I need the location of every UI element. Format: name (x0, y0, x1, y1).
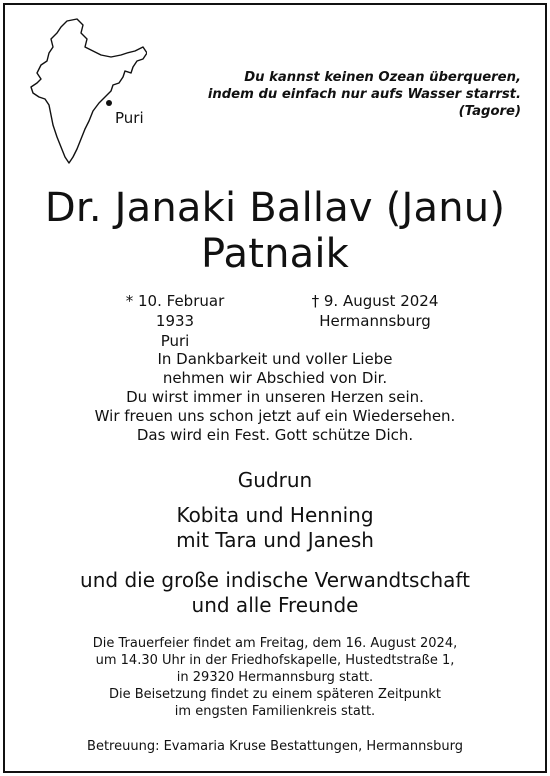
name-line-1: Dr. Janaki Ballav (Janu) (44, 185, 506, 231)
death-info (305, 291, 445, 331)
poem-line: Du wirst immer in unseren Herzen sein. (126, 388, 424, 406)
details-line: im engsten Familienkreis statt. (174, 704, 376, 719)
details-line: Die Beisetzung findet zu einem späteren Zeitpunkt (108, 687, 442, 702)
poem-line: Das wird ein Fest. Gott schütze Dich. (136, 426, 414, 444)
details-line: Die Trauerfeier findet am Freitag, dem 16. August 2024, (92, 636, 458, 651)
undertaker-credit: Betreuung: Evamaria Kruse Bestattungen, Hermannsburg (87, 739, 463, 754)
india-map-icon (27, 17, 147, 165)
mourner-line: Kobita und Henning (176, 503, 374, 527)
poem-line: Wir freuen uns schon jetzt auf ein Wiedersehen. (94, 407, 456, 425)
funeral-details (5, 635, 545, 720)
farewell-text (5, 350, 545, 445)
mourner-gudrun: Gudrun (237, 468, 313, 492)
poem-line: In Dankbarkeit und voller Liebe (157, 350, 393, 368)
deceased-name (5, 185, 545, 277)
quote-attribution: (Tagore) (458, 104, 521, 119)
obituary-card (3, 3, 547, 773)
birth-date: * 10. Februar 1933 (125, 292, 225, 330)
quote-line: Du kannst keinen Ozean überqueren, (244, 70, 521, 85)
death-place: Hermannsburg (319, 312, 431, 330)
puri-marker (106, 100, 112, 106)
birth-place: Puri (160, 332, 190, 350)
mourner-line: und die große indische Verwandtschaft (80, 568, 470, 592)
poem-line: nehmen wir Abschied von Dir. (162, 369, 388, 387)
mourner-family (5, 568, 545, 618)
map-label-puri: Puri (115, 109, 144, 127)
mourner-line: mit Tara und Janesh (176, 528, 374, 552)
quote-line: indem du einfach nur aufs Wasser starrst. (207, 87, 521, 102)
tagore-quote (181, 69, 521, 120)
details-line: um 14.30 Uhr in der Friedhofskapelle, Hustedtstraße 1, (95, 653, 455, 668)
details-line: in 29320 Hermannsburg statt. (176, 670, 374, 685)
death-date: † 9. August 2024 (311, 292, 439, 310)
birth-info (105, 291, 245, 351)
name-line-2: Patnaik (200, 231, 350, 277)
mourner-line: und alle Freunde (191, 593, 359, 617)
mourner-group (5, 503, 545, 553)
